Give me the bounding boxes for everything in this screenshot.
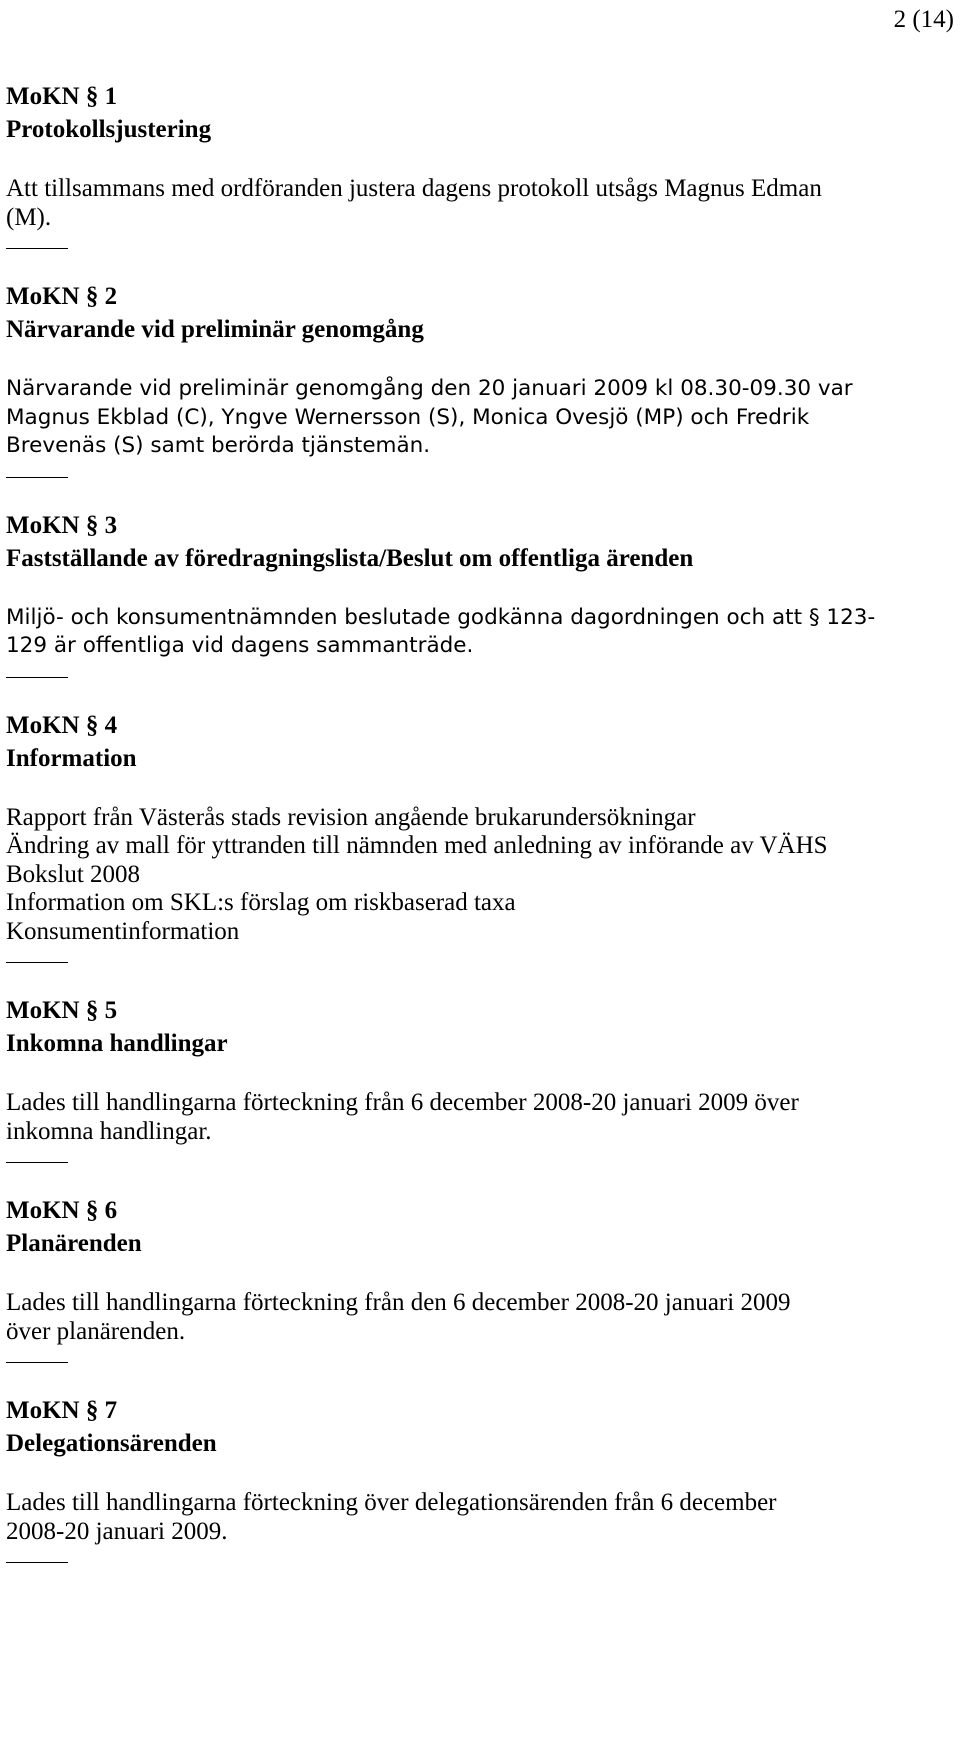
section-code: MoKN § 6 — [6, 1197, 118, 1224]
document-content — [6, 80, 954, 1594]
section-title: Delegationsärenden — [6, 1430, 217, 1457]
section-1 — [6, 80, 954, 249]
section-separator — [6, 677, 68, 678]
section-title: Inkomna handlingar — [6, 1030, 228, 1057]
section-separator — [6, 477, 68, 478]
section-code: MoKN § 1 — [6, 83, 118, 110]
section-body — [6, 346, 954, 461]
body-line: Ändring av mall för yttranden till nämnden med anledning av införande av VÄHS — [6, 832, 828, 859]
section-title: Fastställande av föredragningslista/Beslut om offentliga ärenden — [6, 544, 694, 572]
body-line: (M). — [6, 203, 52, 231]
body-line: Bokslut 2008 — [6, 860, 141, 888]
body-line: Lades till handlingarna förteckning från 6 december 2008-20 januari 2009 över — [6, 1089, 799, 1116]
section-body — [6, 775, 954, 947]
body-line: Lades till handlingarna förteckning från den 6 december 2008-20 januari 2009 — [6, 1289, 791, 1316]
section-code: MoKN § 3 — [6, 511, 118, 539]
body-line: över planärenden. — [6, 1317, 186, 1345]
section-5 — [6, 994, 954, 1163]
section-code: MoKN § 2 — [6, 283, 118, 310]
body-line: Att tillsammans med ordföranden justera dagens protokoll utsågs Magnus Edman — [6, 175, 822, 202]
body-line: Brevenäs (S) samt berörda tjänstemän. — [6, 433, 431, 458]
section-3 — [6, 509, 954, 678]
section-body — [6, 1260, 954, 1346]
body-line: Konsumentinformation — [6, 917, 240, 945]
section-code: MoKN § 4 — [6, 711, 118, 739]
body-line: 2008-20 januari 2009. — [6, 1517, 228, 1545]
body-line: inkomna handlingar. — [6, 1117, 212, 1145]
body-line: Information om SKL:s förslag om riskbaserad taxa — [6, 889, 516, 916]
body-line: Rapport från Västerås stads revision angående brukarundersökningar — [6, 803, 696, 831]
section-separator — [6, 962, 68, 963]
section-body — [6, 1060, 954, 1146]
section-title: Information — [6, 744, 137, 772]
body-line: Närvarande vid preliminär genomgång den 20 januari 2009 kl 08.30-09.30 var — [6, 376, 853, 401]
section-7 — [6, 1394, 954, 1563]
body-line: Miljö- och konsumentnämnden beslutade godkänna dagordningen och att § 123- — [6, 604, 876, 630]
page-number: 2 (14) — [893, 6, 954, 33]
section-body — [6, 575, 954, 661]
section-separator — [6, 1162, 68, 1163]
section-separator — [6, 248, 68, 249]
body-line: 129 är offentliga vid dagens sammanträde. — [6, 633, 474, 658]
section-code: MoKN § 5 — [6, 997, 118, 1024]
body-line: Lades till handlingarna förteckning över delegationsärenden från 6 december — [6, 1489, 777, 1516]
section-separator — [6, 1562, 68, 1563]
section-2 — [6, 280, 954, 478]
section-6 — [6, 1194, 954, 1363]
section-body — [6, 146, 954, 232]
section-title: Närvarande vid preliminär genomgång — [6, 316, 424, 343]
section-title: Planärenden — [6, 1230, 142, 1257]
section-title: Protokollsjustering — [6, 116, 212, 143]
section-separator — [6, 1362, 68, 1363]
section-4 — [6, 709, 954, 964]
section-code: MoKN § 7 — [6, 1397, 118, 1424]
section-body — [6, 1460, 954, 1546]
body-line: Magnus Ekblad (C), Yngve Wernersson (S), Monica Ovesjö (MP) och Fredrik — [6, 404, 810, 430]
